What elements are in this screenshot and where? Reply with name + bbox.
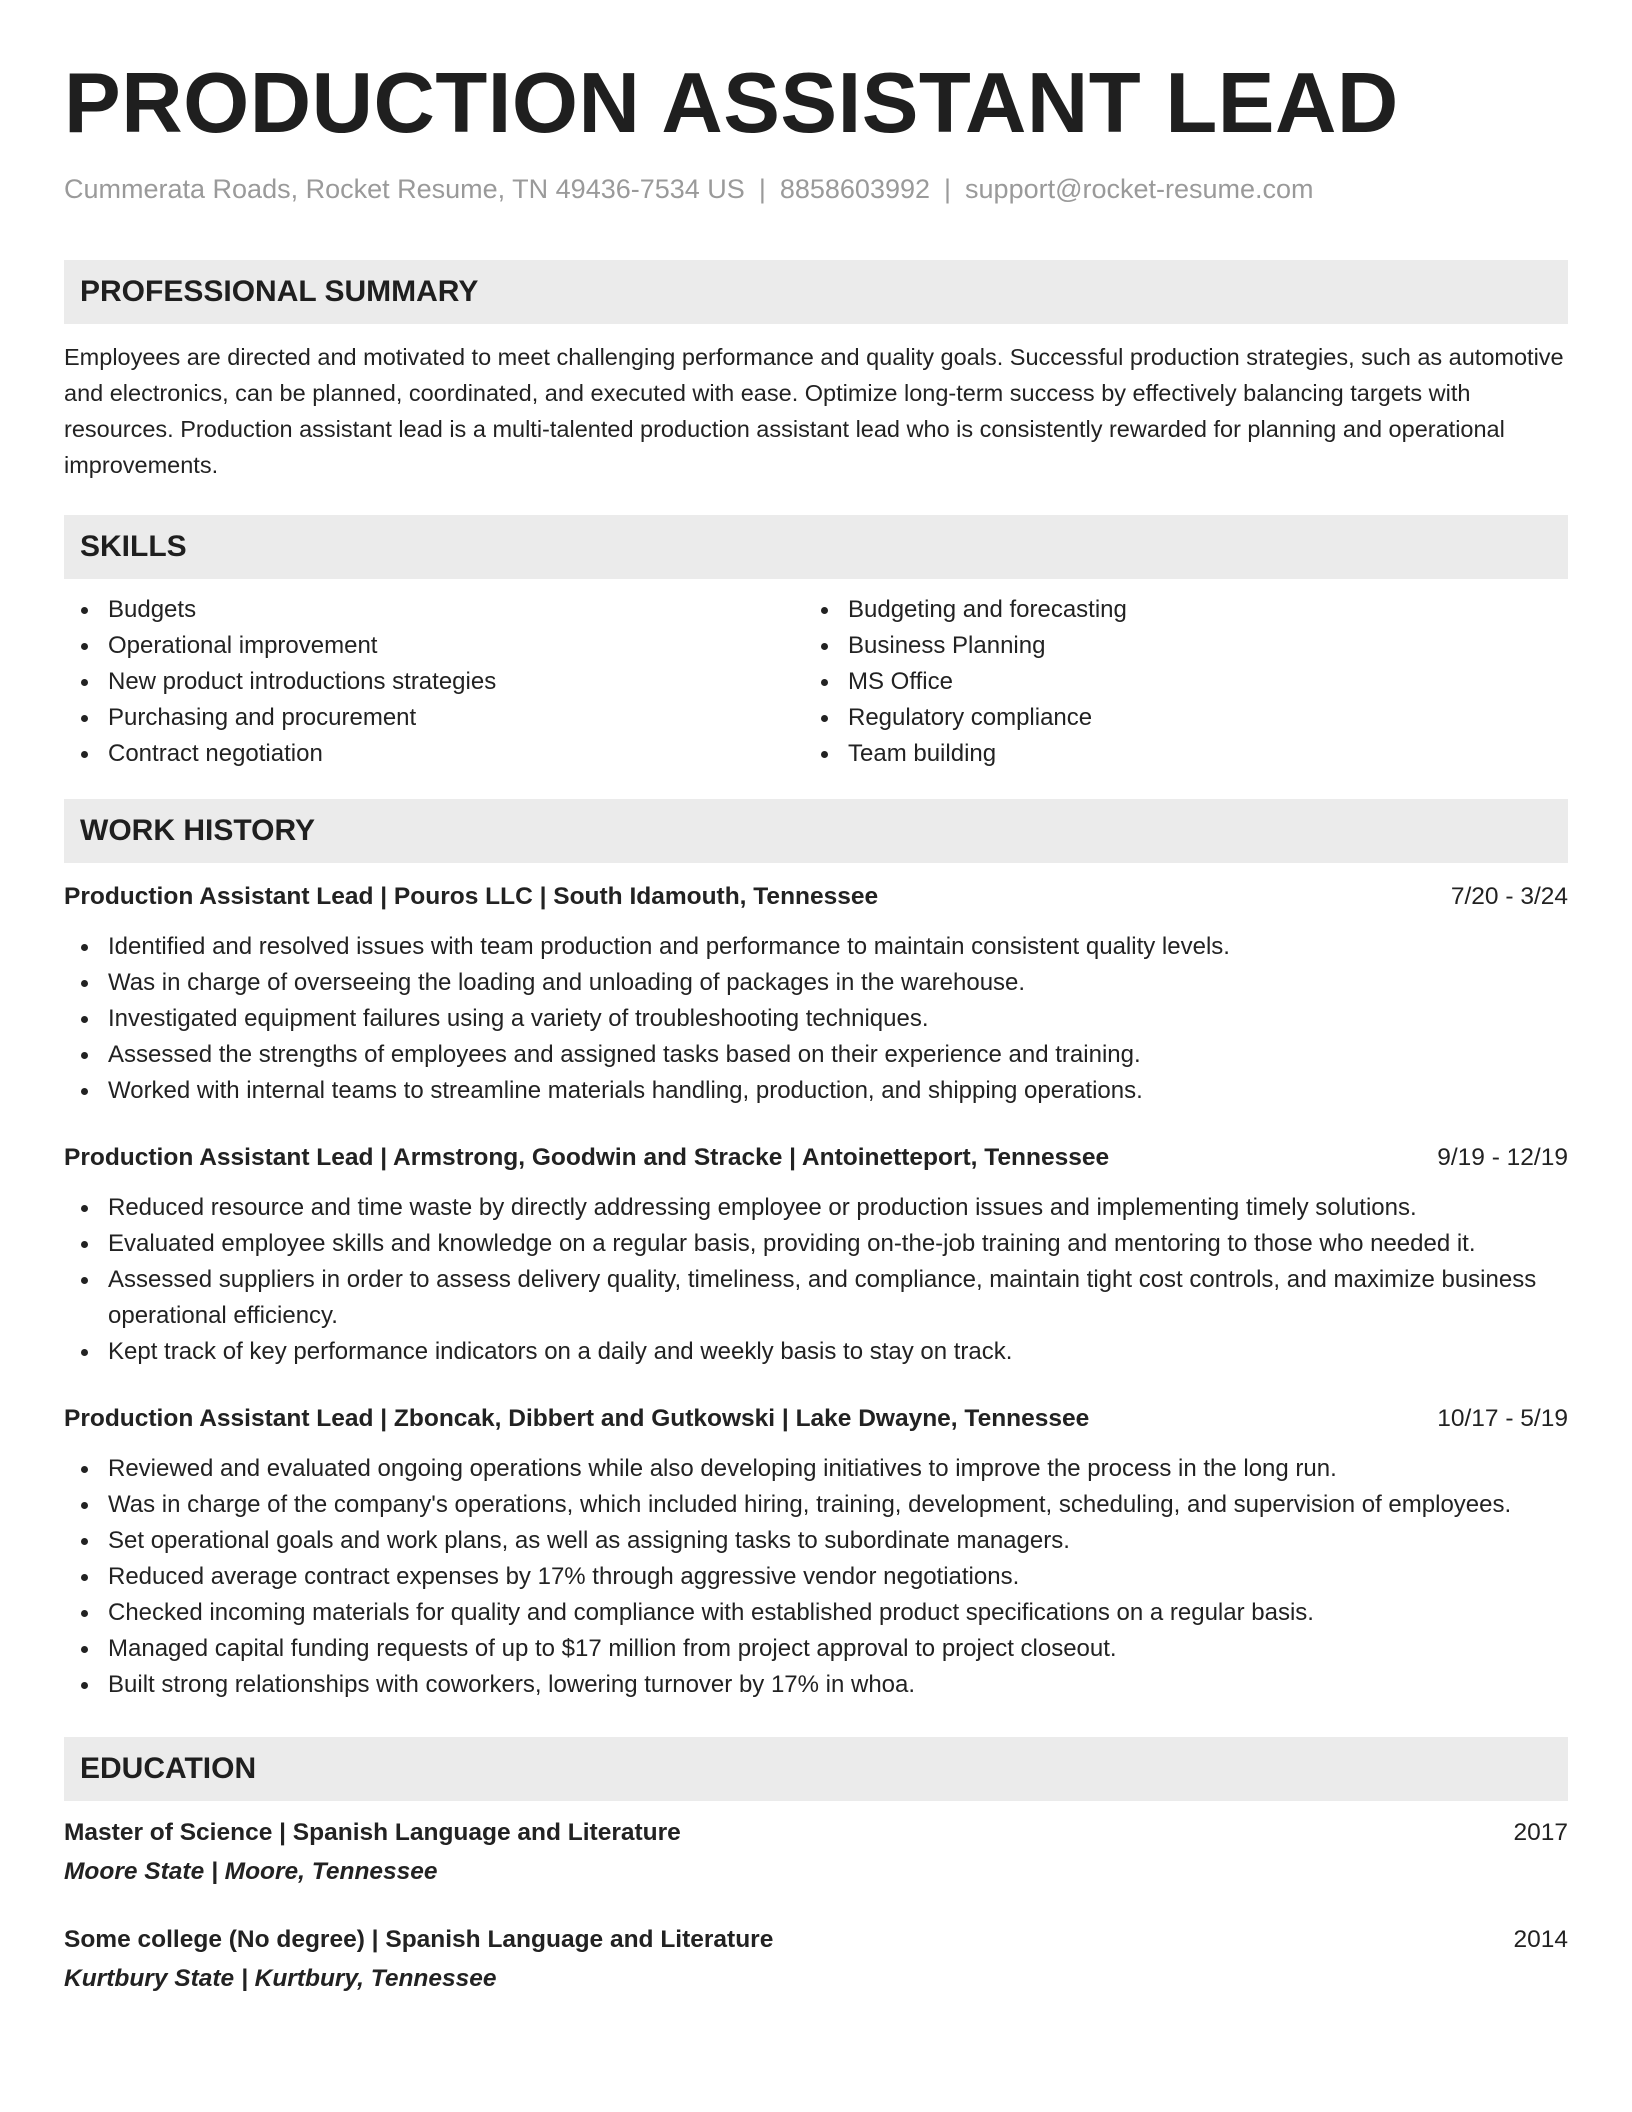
skill-item: Business Planning (804, 628, 1544, 664)
education-school: Kurtbury State | Kurtbury, Tennessee (64, 1965, 497, 1992)
job-bullet: Reviewed and evaluated ongoing operations while also developing initiatives to improve the process in the long run. (64, 1451, 1568, 1487)
job-bullet: Reduced resource and time waste by directly addressing employee or production issues and implementing timely solutions. (64, 1190, 1568, 1226)
job-bullet: Evaluated employee skills and knowledge on a regular basis, providing on-the-job training and mentoring to those who needed it. (64, 1226, 1568, 1262)
job-bullet: Was in charge of the company's operations, which included hiring, training, development, scheduling, and supervision of employees. (64, 1487, 1568, 1523)
job-bullet: Checked incoming materials for quality and compliance with established product specifications on a regular basis. (64, 1595, 1568, 1631)
section-heading-summary: PROFESSIONAL SUMMARY (64, 260, 1568, 324)
skill-item: Budgets (64, 592, 804, 628)
skill-item: Contract negotiation (64, 736, 804, 772)
section-heading-work-history: WORK HISTORY (64, 799, 1568, 863)
skill-item: Budgeting and forecasting (804, 592, 1544, 628)
job-bullets (64, 1451, 1568, 1703)
job-bullet: Worked with internal teams to streamline materials handling, production, and shipping operations. (64, 1073, 1568, 1109)
job-bullet: Was in charge of overseeing the loading and unloading of packages in the warehouse. (64, 965, 1568, 1001)
job-dates: 7/20 - 3/24 (1450, 883, 1568, 910)
job-title: Production Assistant Lead | Pouros LLC | South Idamouth, Tennessee (64, 883, 879, 910)
contact-email: support@rocket-resume.com (965, 174, 1314, 204)
skill-item: Team building (804, 736, 1544, 772)
education-header (64, 1922, 1568, 1958)
education-degree: Master of Science | Spanish Language and Literature (64, 1819, 681, 1846)
education-year: 2017 (1513, 1819, 1568, 1846)
skills-column-left (64, 592, 804, 772)
job-bullet: Assessed the strengths of employees and assigned tasks based on their experience and training. (64, 1037, 1568, 1073)
job-bullets (64, 1190, 1568, 1370)
job-bullet: Built strong relationships with coworkers, lowering turnover by 17% in whoa. (64, 1667, 1568, 1703)
job-bullet: Assessed suppliers in order to assess delivery quality, timeliness, and compliance, maintain tight cost controls, and maximize business operational efficiency. (64, 1262, 1568, 1334)
job-dates: 10/17 - 5/19 (1437, 1405, 1568, 1432)
job-entry (64, 1401, 1568, 1703)
education-header (64, 1815, 1568, 1851)
job-title: Production Assistant Lead | Armstrong, Goodwin and Stracke | Antoinetteport, Tennessee (64, 1144, 1110, 1171)
job-entry (64, 1140, 1568, 1370)
job-bullet: Managed capital funding requests of up to $17 million from project approval to project closeout. (64, 1631, 1568, 1667)
skill-item: New product introductions strategies (64, 664, 804, 700)
job-entry (64, 879, 1568, 1109)
contact-separator: | (944, 174, 952, 204)
skill-item: Operational improvement (64, 628, 804, 664)
education-school: Moore State | Moore, Tennessee (64, 1858, 438, 1885)
skills-list (64, 592, 1568, 772)
job-bullet: Identified and resolved issues with team production and performance to maintain consistent quality levels. (64, 929, 1568, 965)
job-header (64, 879, 1568, 915)
job-header (64, 1401, 1568, 1437)
skill-item: MS Office (804, 664, 1544, 700)
contact-separator: | (758, 174, 766, 204)
education-year: 2014 (1513, 1926, 1568, 1953)
contact-line (64, 172, 1568, 206)
job-bullet: Set operational goals and work plans, as well as assigning tasks to subordinate managers. (64, 1523, 1568, 1559)
section-heading-education: EDUCATION (64, 1737, 1568, 1801)
job-bullet: Investigated equipment failures using a variety of troubleshooting techniques. (64, 1001, 1568, 1037)
contact-address: Cummerata Roads, Rocket Resume, TN 49436-7534 US (64, 174, 745, 204)
job-bullet: Reduced average contract expenses by 17% through aggressive vendor negotiations. (64, 1559, 1568, 1595)
skill-item: Regulatory compliance (804, 700, 1544, 736)
education-entry (64, 1815, 1568, 1890)
summary-text: Employees are directed and motivated to meet challenging performance and quality goals. Successful production strategies, such as automotive and electronics, can be planned, coordinated, and executed with ease. Optimize long-term success by effectively balancing targets with resources. Production assistant lead is a multi-talented production assistant lead who is consistently rewarded for planning and operational improvements. (64, 344, 1564, 478)
job-bullet: Kept track of key performance indicators on a daily and weekly basis to stay on track. (64, 1334, 1568, 1370)
job-title: Production Assistant Lead | Zboncak, Dibbert and Gutkowski | Lake Dwayne, Tennessee (64, 1405, 1090, 1432)
contact-phone: 8858603992 (779, 174, 931, 204)
job-dates: 9/19 - 12/19 (1437, 1144, 1568, 1171)
skills-column-right (804, 592, 1544, 772)
candidate-name: PRODUCTION ASSISTANT LEAD (64, 56, 1399, 151)
education-entry (64, 1922, 1568, 1997)
education-degree: Some college (No degree) | Spanish Language and Literature (64, 1926, 774, 1953)
section-heading-skills: SKILLS (64, 515, 1568, 579)
skill-item: Purchasing and procurement (64, 700, 804, 736)
job-bullets (64, 929, 1568, 1109)
job-header (64, 1140, 1568, 1176)
